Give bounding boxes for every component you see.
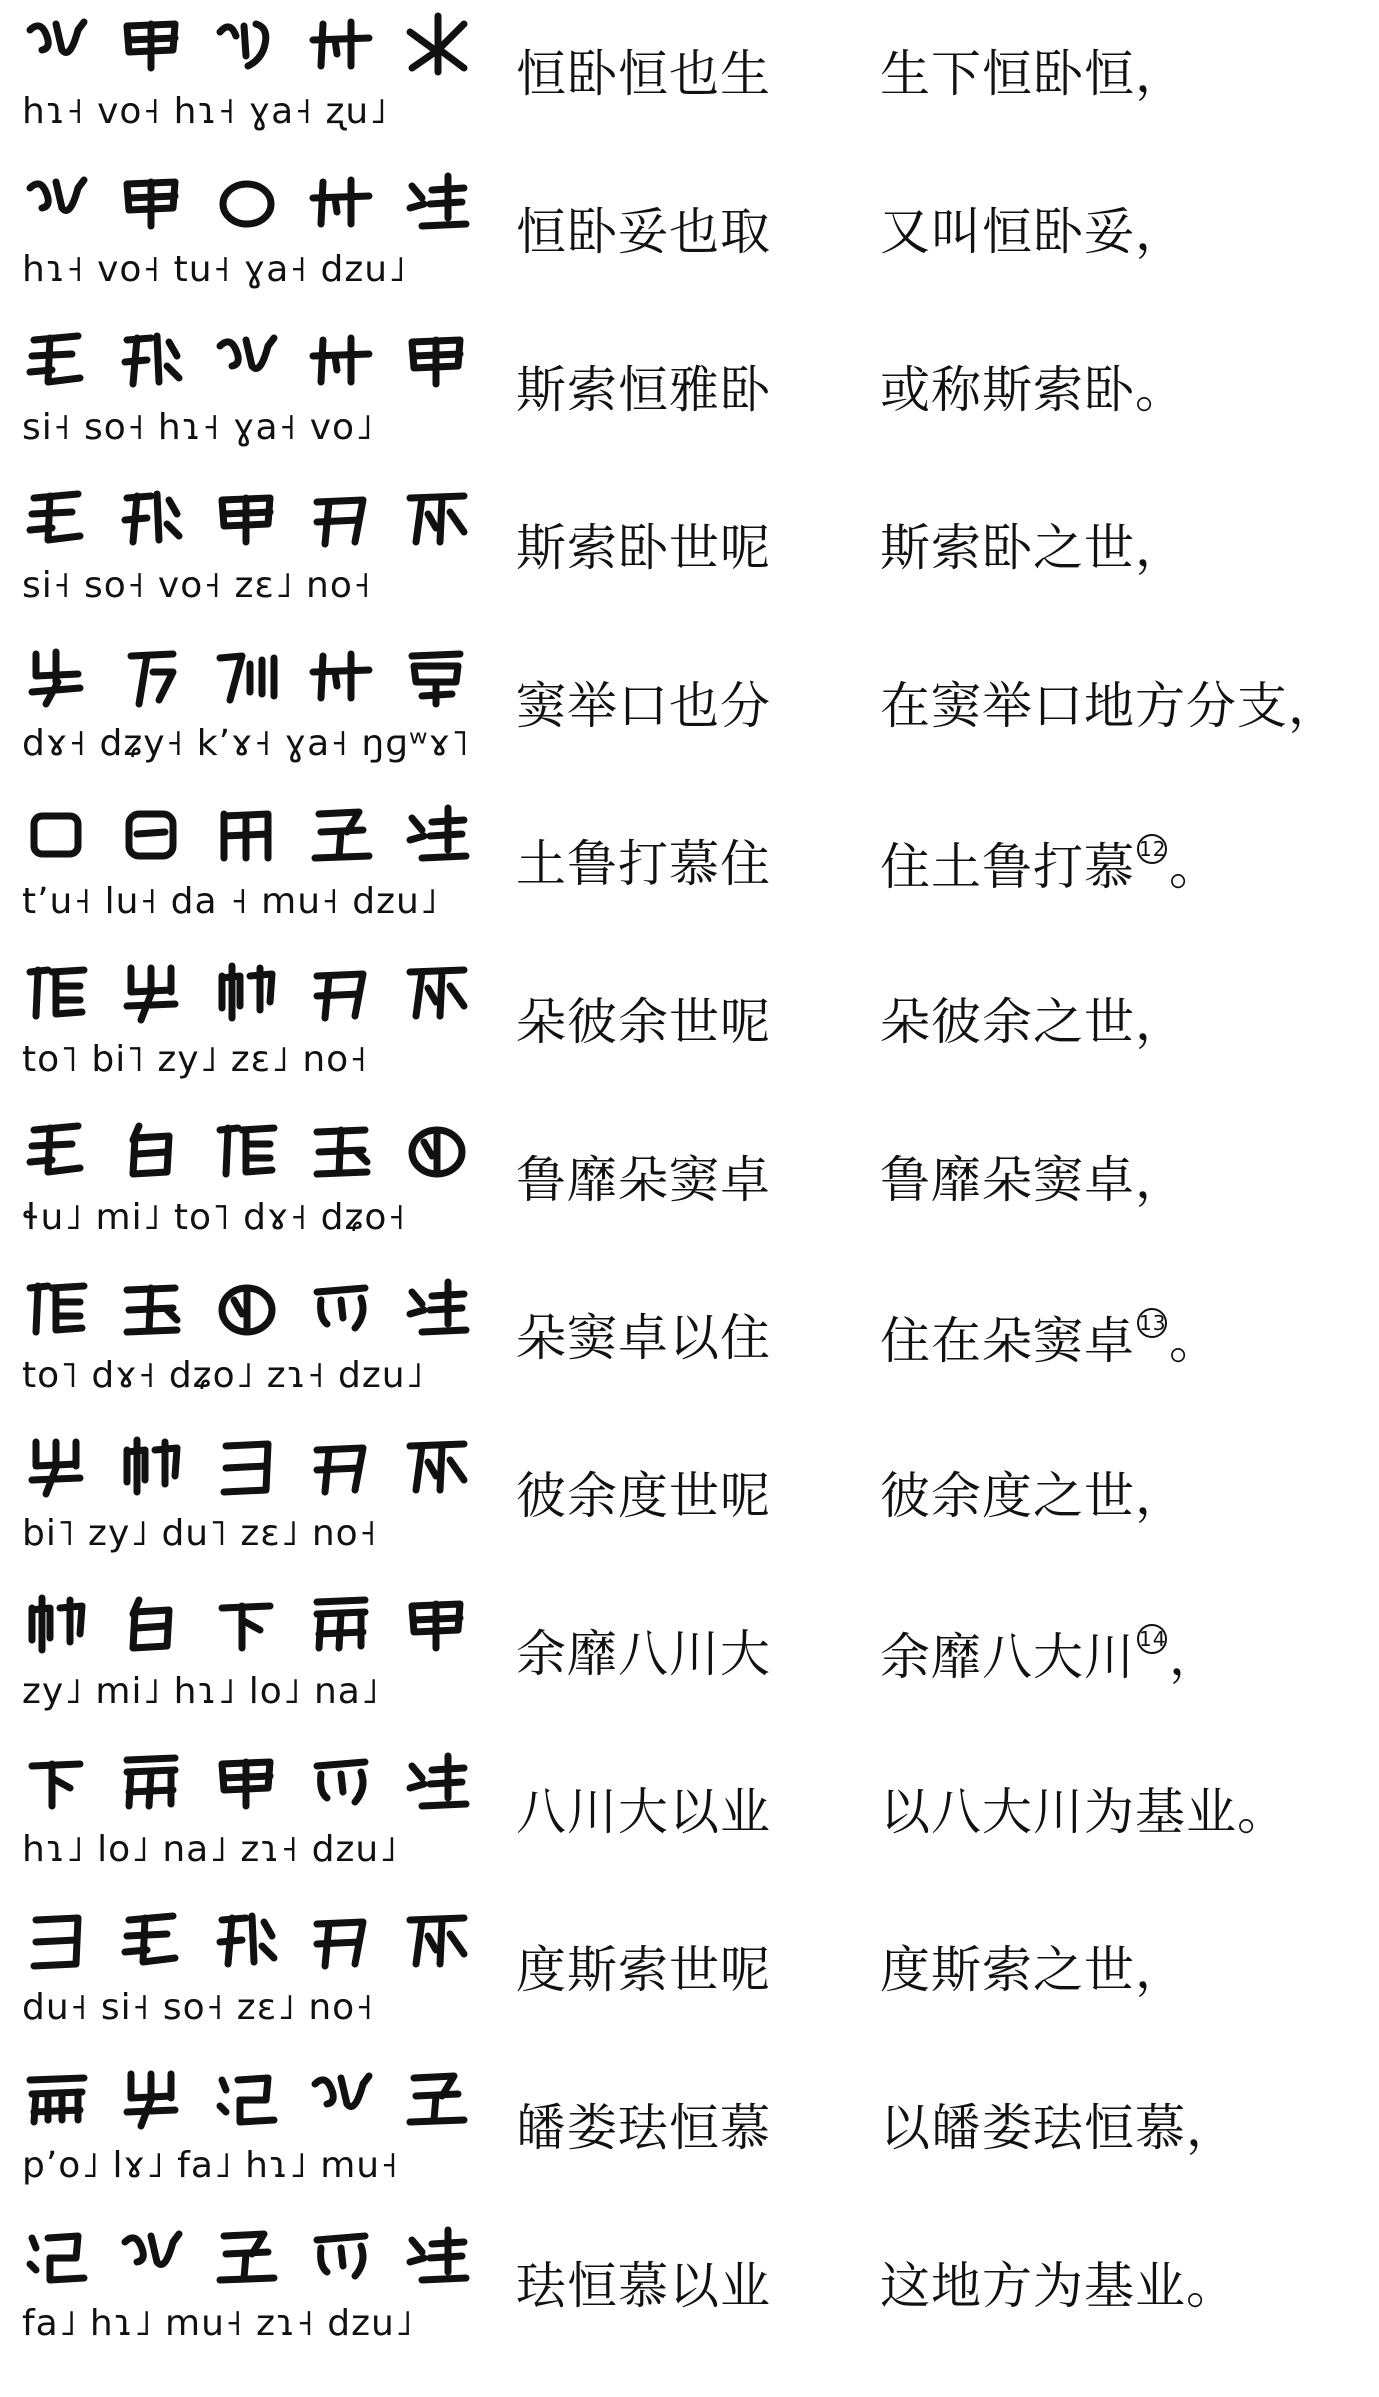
yi-glyph-icon — [402, 1590, 472, 1660]
translation-text: 彼余度之世， — [880, 1467, 1186, 1525]
yi-glyph-icon — [402, 1274, 472, 1344]
yi-characters — [22, 796, 472, 874]
verse-row — [0, 2054, 1379, 2212]
yi-glyph-icon — [212, 1274, 282, 1344]
phonetic-transcription: fa˩ hɿ˩ mu˧ zɿ˧ dzu˩ — [22, 2303, 414, 2344]
literal-gloss: 彼余度世呢 — [516, 1467, 771, 1525]
yi-characters — [22, 1586, 472, 1664]
yi-glyph-icon — [22, 1274, 92, 1344]
yi-glyph-icon — [117, 800, 187, 870]
literal-gloss: 余靡八川大 — [516, 1625, 771, 1683]
yi-glyph-icon — [402, 642, 472, 712]
translation-text: 以八大川为基业。 — [880, 1783, 1288, 1841]
yi-characters — [22, 954, 472, 1032]
footnote-marker: 14 — [1137, 1624, 1167, 1654]
yi-glyph-icon — [22, 800, 92, 870]
yi-glyph-line — [22, 2060, 492, 2210]
yi-glyph-line — [22, 2218, 492, 2368]
yi-glyph-icon — [402, 2222, 472, 2292]
yi-glyph-icon — [402, 958, 472, 1028]
yi-glyph-icon — [117, 642, 187, 712]
yi-glyph-icon — [307, 1274, 377, 1344]
translation — [880, 1940, 1186, 2000]
yi-glyph-icon — [212, 1906, 282, 1976]
yi-glyph-line — [22, 1744, 492, 1894]
yi-glyph-icon — [117, 168, 187, 238]
verse-row — [0, 1422, 1379, 1580]
yi-glyph-icon — [22, 642, 92, 712]
translation-text: 朵彼余之世， — [880, 993, 1186, 1051]
yi-characters — [22, 1902, 472, 1980]
translation-text: 度斯索之世， — [880, 1941, 1186, 1999]
verse-row — [0, 474, 1379, 632]
translation-text: 余靡八大川 — [880, 1628, 1135, 1686]
yi-glyph-line — [22, 954, 492, 1104]
translation-text: 以皤娄珐恒慕， — [880, 2099, 1237, 2157]
literal-gloss: 珐恒慕以业 — [516, 2257, 771, 2315]
phonetic-transcription: to˥ dɤ˧ dʑo˩ zɿ˧ dzu˩ — [22, 1355, 425, 1396]
phonetic-transcription: pʼo˩ lɤ˩ fa˩ hɿ˩ mu˧ — [22, 2145, 399, 2186]
yi-glyph-line — [22, 1902, 492, 2052]
yi-glyph-icon — [212, 642, 282, 712]
yi-glyph-icon — [22, 2064, 92, 2134]
footnote-marker: 13 — [1137, 1308, 1167, 1338]
yi-glyph-icon — [402, 326, 472, 396]
translation-text: 鲁靡朵窦卓， — [880, 1151, 1186, 1209]
phonetic-transcription: zy˩ mi˩ hɿ˩ lo˩ na˩ — [22, 1671, 380, 1712]
verse-row — [0, 790, 1379, 948]
yi-characters — [22, 6, 472, 84]
yi-glyph-icon — [402, 168, 472, 238]
verse-row — [0, 1580, 1379, 1738]
verse-row — [0, 1106, 1379, 1264]
verse-row — [0, 316, 1379, 474]
literal-gloss: 恒卧恒也生 — [516, 45, 771, 103]
yi-glyph-icon — [307, 1116, 377, 1186]
yi-glyph-icon — [307, 2222, 377, 2292]
translation-text: 又叫恒卧妥， — [880, 203, 1186, 261]
yi-glyph-icon — [117, 326, 187, 396]
yi-glyph-icon — [307, 484, 377, 554]
yi-glyph-line — [22, 638, 492, 788]
translation-text: 或称斯索卧。 — [880, 361, 1186, 419]
yi-glyph-icon — [22, 10, 92, 80]
yi-glyph-icon — [402, 1432, 472, 1502]
yi-glyph-icon — [402, 1748, 472, 1818]
translation — [880, 518, 1186, 578]
translation — [880, 834, 1220, 897]
verse-row — [0, 632, 1379, 790]
yi-glyph-line — [22, 1112, 492, 1262]
yi-glyph-icon — [22, 1748, 92, 1818]
translation — [880, 676, 1339, 736]
yi-glyph-icon — [117, 2064, 187, 2134]
phonetic-transcription: dɤ˧ dʑy˧ kʼɤ˧ ɣa˧ ŋɡʷɤ˥ — [22, 723, 470, 764]
yi-characters — [22, 1744, 472, 1822]
yi-characters — [22, 1112, 472, 1190]
yi-glyph-icon — [22, 1432, 92, 1502]
translation — [880, 202, 1186, 262]
yi-glyph-icon — [117, 484, 187, 554]
yi-glyph-icon — [22, 484, 92, 554]
yi-glyph-icon — [307, 1432, 377, 1502]
yi-glyph-line — [22, 6, 492, 156]
yi-glyph-icon — [402, 484, 472, 554]
yi-glyph-icon — [212, 484, 282, 554]
yi-glyph-icon — [307, 1590, 377, 1660]
yi-glyph-icon — [117, 1274, 187, 1344]
translation-text: 住土鲁打慕 — [880, 838, 1135, 896]
yi-glyph-icon — [307, 326, 377, 396]
verse-row — [0, 0, 1379, 158]
phonetic-transcription: hɿ˧ vo˧ tu˧ ɣa˧ dzu˩ — [22, 249, 407, 290]
yi-glyph-line — [22, 164, 492, 314]
literal-gloss: 鲁靡朵窦卓 — [516, 1151, 771, 1209]
yi-glyph-line — [22, 322, 492, 472]
yi-glyph-icon — [22, 326, 92, 396]
yi-glyph-icon — [212, 800, 282, 870]
yi-glyph-icon — [212, 10, 282, 80]
yi-glyph-icon — [22, 1590, 92, 1660]
yi-glyph-icon — [22, 958, 92, 1028]
phonetic-transcription: to˥ bi˥ zy˩ zɛ˩ no˧ — [22, 1039, 368, 1080]
yi-glyph-icon — [22, 2222, 92, 2292]
yi-glyph-icon — [307, 642, 377, 712]
phonetic-transcription: bi˥ zy˩ du˥ zɛ˩ no˧ — [22, 1513, 378, 1554]
yi-glyph-icon — [212, 1116, 282, 1186]
yi-glyph-icon — [212, 1748, 282, 1818]
yi-glyph-icon — [402, 1116, 472, 1186]
yi-glyph-icon — [117, 1748, 187, 1818]
yi-glyph-line — [22, 1270, 492, 1420]
yi-characters — [22, 1428, 472, 1506]
verse-row — [0, 1264, 1379, 1422]
literal-gloss: 斯索恒雅卧 — [516, 361, 771, 419]
yi-glyph-icon — [402, 10, 472, 80]
yi-glyph-icon — [307, 800, 377, 870]
verse-row — [0, 2212, 1379, 2370]
translation-end: ， — [1169, 1628, 1220, 1686]
phonetic-transcription: si˧ so˧ hɿ˧ ɣa˧ vo˩ — [22, 407, 374, 448]
verse-row — [0, 158, 1379, 316]
yi-glyph-icon — [117, 1432, 187, 1502]
translation — [880, 2098, 1237, 2158]
translation — [880, 992, 1186, 1052]
translation — [880, 2256, 1237, 2316]
yi-glyph-icon — [212, 2222, 282, 2292]
literal-gloss: 皤娄珐恒慕 — [516, 2099, 771, 2157]
yi-glyph-icon — [307, 168, 377, 238]
translation-text: 这地方为基业。 — [880, 2257, 1237, 2315]
literal-gloss: 度斯索世呢 — [516, 1941, 771, 1999]
yi-glyph-icon — [402, 800, 472, 870]
yi-glyph-icon — [212, 958, 282, 1028]
yi-glyph-icon — [117, 1906, 187, 1976]
footnote-marker: 12 — [1137, 834, 1167, 864]
yi-glyph-icon — [22, 1906, 92, 1976]
translation — [880, 1150, 1186, 1210]
translation — [880, 1624, 1220, 1687]
yi-glyph-line — [22, 1586, 492, 1736]
yi-characters — [22, 2218, 472, 2296]
phonetic-transcription: hɿ˧ vo˧ hɿ˧ ɣa˧ ʐu˩ — [22, 91, 388, 132]
translation — [880, 44, 1186, 104]
literal-gloss: 恒卧妥也取 — [516, 203, 771, 261]
translation-end: 。 — [1169, 1312, 1220, 1370]
yi-characters — [22, 480, 472, 558]
yi-characters — [22, 164, 472, 242]
literal-gloss: 朵窦卓以住 — [516, 1309, 771, 1367]
translation-text: 在窦举口地方分支， — [880, 677, 1339, 735]
translation — [880, 1782, 1288, 1842]
yi-glyph-icon — [22, 168, 92, 238]
translation — [880, 360, 1186, 420]
verse-row — [0, 1738, 1379, 1896]
yi-glyph-icon — [212, 326, 282, 396]
translation-text: 住在朵窦卓 — [880, 1312, 1135, 1370]
yi-glyph-icon — [22, 1116, 92, 1186]
yi-glyph-icon — [307, 2064, 377, 2134]
yi-glyph-line — [22, 480, 492, 630]
yi-glyph-icon — [117, 958, 187, 1028]
yi-glyph-icon — [117, 1590, 187, 1660]
literal-gloss: 斯索卧世呢 — [516, 519, 771, 577]
literal-gloss: 八川大以业 — [516, 1783, 771, 1841]
yi-characters — [22, 322, 472, 400]
yi-glyph-icon — [212, 2064, 282, 2134]
yi-glyph-icon — [117, 10, 187, 80]
translation-text: 生下恒卧恒， — [880, 45, 1186, 103]
literal-gloss: 窦举口也分 — [516, 677, 771, 735]
translation-end: 。 — [1169, 838, 1220, 896]
yi-glyph-icon — [212, 1590, 282, 1660]
yi-glyph-icon — [212, 1432, 282, 1502]
phonetic-transcription: tʼu˧ lu˧ da ˧ mu˧ dzu˩ — [22, 881, 439, 922]
yi-glyph-icon — [307, 958, 377, 1028]
verse-row — [0, 1896, 1379, 2054]
yi-characters — [22, 1270, 472, 1348]
yi-glyph-icon — [307, 1906, 377, 1976]
yi-glyph-icon — [307, 1748, 377, 1818]
phonetic-transcription: du˧ si˧ so˧ zɛ˩ no˧ — [22, 1987, 374, 2028]
translation — [880, 1466, 1186, 1526]
yi-glyph-icon — [402, 2064, 472, 2134]
yi-glyph-icon — [117, 1116, 187, 1186]
yi-glyph-icon — [212, 168, 282, 238]
yi-glyph-line — [22, 796, 492, 946]
literal-gloss: 土鲁打慕住 — [516, 835, 771, 893]
yi-glyph-icon — [117, 2222, 187, 2292]
translation-text: 斯索卧之世， — [880, 519, 1186, 577]
yi-glyph-icon — [307, 10, 377, 80]
literal-gloss: 朵彼余世呢 — [516, 993, 771, 1051]
phonetic-transcription: ɬu˩ mi˩ to˥ dɤ˧ dʑo˧ — [22, 1197, 407, 1238]
yi-glyph-line — [22, 1428, 492, 1578]
yi-characters — [22, 2060, 472, 2138]
yi-characters — [22, 638, 472, 716]
yi-glyph-icon — [402, 1906, 472, 1976]
phonetic-transcription: si˧ so˧ vo˧ zɛ˩ no˧ — [22, 565, 372, 606]
phonetic-transcription: hɿ˩ lo˩ na˩ zɿ˧ dzu˩ — [22, 1829, 398, 1870]
verse-row — [0, 948, 1379, 1106]
translation — [880, 1308, 1220, 1371]
